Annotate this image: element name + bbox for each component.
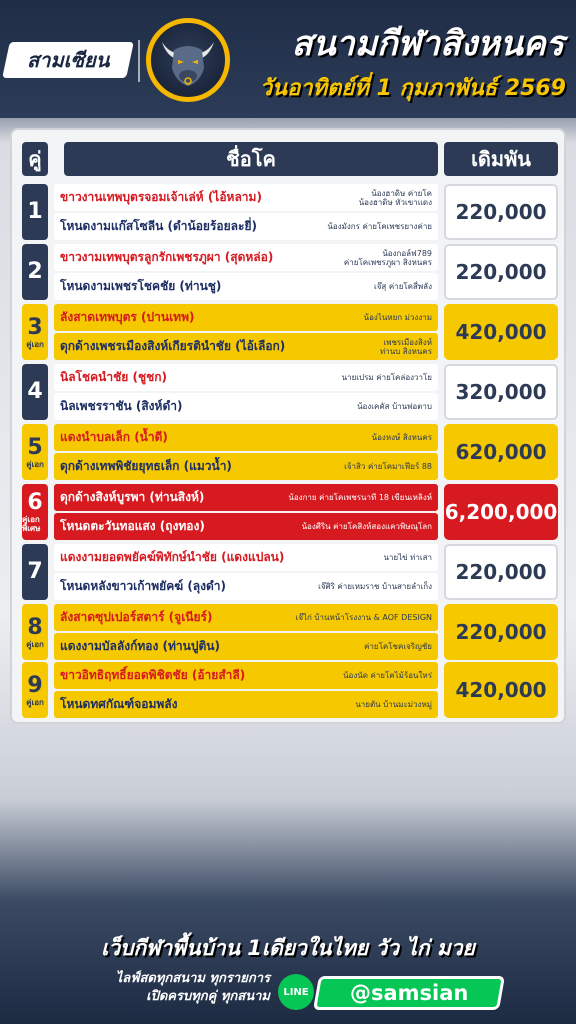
contestant-top — [54, 544, 438, 571]
bet-amount: 220,000 — [444, 184, 558, 240]
page-title: สนามกีฬาสิงหนคร — [291, 24, 564, 64]
table-row — [22, 662, 558, 718]
bull-name-red-corner: แดงนำบลเล็ก (น้ำดี) — [60, 430, 168, 444]
bull-name-red-corner: ดุกด้างสิงห์บูรพา (ท่านสิงห์) — [60, 490, 205, 504]
line-app-icon[interactable]: LINE — [278, 974, 314, 1010]
pair-number — [22, 304, 48, 360]
bull-name-red-corner: ขาวอิทธิฤทธิ์ยอดพิชิตชัย (อ้ายสำลี) — [60, 668, 246, 682]
bet-amount: 320,000 — [444, 364, 558, 420]
footer-line1: ไลฟ์สดทุกสนาม ทุกรายการ — [115, 971, 270, 986]
line-id-label: @samsian — [349, 981, 469, 1005]
bull-name-blue-corner: ดุกด้างเทพพิชัยยุทธเล็ก (แมวน้ำ) — [60, 459, 232, 473]
pair-number-value: 8 — [27, 614, 43, 640]
footer-text — [70, 970, 270, 1006]
owner-camp: เจ๊ศิริ ค่ายเหมราช บ้านสายลำเก็ง — [318, 582, 432, 591]
bet-amount: 220,000 — [444, 544, 558, 600]
contestants — [54, 364, 438, 420]
contestant-bottom — [54, 633, 438, 660]
contestant-bottom — [54, 513, 438, 540]
pair-label: คู่เอก — [26, 697, 44, 707]
contestant-top — [54, 184, 438, 211]
bet-amount: 420,000 — [444, 304, 558, 360]
bet-amount: 220,000 — [444, 244, 558, 300]
contestants — [54, 184, 438, 240]
owner-camp: น้องหงษ์ สิงหนคร — [371, 433, 432, 442]
pair-number — [22, 244, 48, 300]
table-row — [22, 244, 558, 300]
brand-logo — [2, 42, 134, 78]
column-header-pair: คู่ — [22, 142, 48, 176]
contestant-top — [54, 424, 438, 451]
pair-number — [22, 184, 48, 240]
pair-number — [22, 364, 48, 420]
header — [0, 0, 576, 118]
pair-label: คู่เอก — [26, 339, 44, 349]
contestant-bottom — [54, 691, 438, 718]
contestant-top — [54, 604, 438, 631]
table-row — [22, 484, 558, 540]
bull-name-blue-corner: โหนดงามแก๊สโซลีน (ดำน้อยร้อยละยี่) — [60, 219, 257, 233]
contestant-bottom — [54, 213, 438, 240]
table-row — [22, 604, 558, 660]
bull-name-blue-corner: โหนดทศกัณฑ์จอมพลัง — [60, 697, 178, 711]
owner-camp: เจ้าสิว ค่ายโคมาเฟียร์ 88 — [344, 462, 432, 471]
pair-number — [22, 604, 48, 660]
event-date: วันอาทิตย์ที่ 1 กุมภาพันธ์ 2569 — [259, 76, 566, 101]
table-row — [22, 364, 558, 420]
table-row — [22, 424, 558, 480]
bull-name-red-corner: นิลโชคนำชัย (ชูชก) — [60, 370, 167, 384]
pair-label: คู่เอก — [26, 459, 44, 469]
bet-amount: 220,000 — [444, 604, 558, 660]
bull-name-red-corner: ลังสาดซุปเปอร์สตาร์ (จูเนียร์) — [60, 610, 213, 624]
pair-number-value: 1 — [27, 199, 43, 224]
contestant-bottom — [54, 273, 438, 300]
table-row — [22, 304, 558, 360]
contestant-bottom — [54, 393, 438, 420]
contestants — [54, 484, 438, 540]
owner-camp: น้องนัด ค่ายโคไม้ร้อนใหร่ — [343, 671, 432, 680]
pair-number — [22, 544, 48, 600]
contestant-top — [54, 662, 438, 689]
pair-number-value: 2 — [27, 259, 43, 284]
bull-name-red-corner: ขาวงามเทพบุตรลูกรักเพชรภูผา (สุดหล่อ) — [60, 250, 274, 264]
bull-name-red-corner: ขาวงานเทพบุตรจอมเจ้าเล่ห์ (ไอ้หลาม) — [60, 190, 262, 204]
contestants — [54, 424, 438, 480]
bull-name-blue-corner: โหนดตะวันทอแสง (ถุงทอง) — [60, 519, 205, 533]
table-row — [22, 544, 558, 600]
owner-camp: นายไข่ ท่าเสา — [383, 553, 432, 562]
owner-camp: น้องเคคัส บ้านพ่อตาบ — [357, 402, 432, 411]
contestants — [54, 544, 438, 600]
footer-headline: เว็บกีฬาพื้นบ้าน 1เดียวในไทย วัว ไก่ มวย — [101, 936, 475, 960]
column-header-name: ชื่อโค — [64, 142, 438, 176]
match-table — [10, 128, 566, 724]
divider — [138, 40, 140, 82]
bet-amount: 620,000 — [444, 424, 558, 480]
contestants — [54, 662, 438, 718]
brand-name: สามเซียน — [26, 48, 110, 72]
pair-number-value: 5 — [27, 434, 43, 460]
bull-name-blue-corner: แดงงามบัลลังก์ทอง (ท่านปูติน) — [60, 639, 220, 653]
pair-number — [22, 484, 48, 540]
contestant-bottom — [54, 453, 438, 480]
contestant-bottom — [54, 333, 438, 360]
bull-logo-icon — [146, 18, 230, 102]
bull-name-blue-corner: โหนดงามเพชรโชคชัย (ท่านชู) — [60, 279, 222, 293]
pair-number-value: 7 — [27, 559, 43, 584]
bet-amount: 420,000 — [444, 662, 558, 718]
pair-number — [22, 662, 48, 718]
pair-number-value: 4 — [27, 379, 43, 404]
bull-name-blue-corner: ดุกด้างเพชรเมืองสิงห์เกียรตินำชัย (ไอ้เลือก) — [60, 339, 286, 353]
contestants — [54, 244, 438, 300]
owner-camp: น้องมังกร ค่ายโคเพชรยางค่าย — [327, 222, 432, 231]
owner-camp: เจ๊สุ ค่ายโคสี่พลัง — [374, 282, 432, 291]
pair-label: คู่เอกพิเศษ — [22, 515, 41, 533]
contestant-top — [54, 364, 438, 391]
table-row — [22, 184, 558, 240]
bull-name-red-corner: แดงงามยอดพยัคฆ์พิทักษ์นำชัย (แดงแปลน) — [60, 550, 285, 564]
line-id-button[interactable] — [313, 976, 505, 1010]
bet-amount: 6,200,000 — [444, 484, 558, 540]
pair-number-value: 3 — [27, 314, 43, 340]
contestant-top — [54, 244, 438, 271]
bull-name-blue-corner: โหนดหลังขาวเก้าพยัคฆ์ (ลุงดำ) — [60, 579, 227, 593]
bull-name-blue-corner: นิลเพชรราชัน (สิงห์ดำ) — [60, 399, 183, 413]
owner-camp: นายตัน บ้านมะม่วงหมู่ — [355, 700, 432, 709]
contestant-top — [54, 304, 438, 331]
owner-camp: น้องไนหยก ม่วงงาม — [363, 313, 432, 322]
contestant-bottom — [54, 573, 438, 600]
owner-camp: น้องฮาดิษ ค่ายโค น้องฮาดิษ หัวเขาแดง — [358, 188, 432, 207]
contestants — [54, 304, 438, 360]
owner-camp: น้องกาย ค่ายโคเพชรนาที 18 เขียนเหลิงห์ — [288, 493, 432, 502]
pair-number-value: 6 — [27, 490, 43, 515]
pair-label: คู่เอก — [26, 639, 44, 649]
pair-number — [22, 424, 48, 480]
owner-camp: เพชรเมืองสิงห์ ท่านบ สิงหนคร — [379, 337, 432, 356]
bull-name-red-corner: ลังสาดเทพบุตร (ปานเทพ) — [60, 310, 195, 324]
owner-camp: ค่ายโคโชคเจริญชัย — [364, 642, 432, 651]
pair-number-value: 9 — [27, 672, 43, 698]
footer-line2: เปิดครบทุกคู่ ทุกสนาม — [146, 989, 270, 1004]
owner-camp: เจ๊ไก่ บ้านหน้าโรงงาน & AOF DESIGN — [295, 613, 432, 622]
column-header-bet: เดิมพัน — [444, 142, 558, 176]
contestants — [54, 604, 438, 660]
owner-camp: นายเปรม ค่ายโคล่องวาโย — [341, 373, 432, 382]
owner-camp: น้องศีริน ค่ายโคสิงห์สองแควพิษณุโลก — [301, 522, 432, 531]
owner-camp: น้องกอล์ฟ789 ค่ายโคเพชรภูผา สิงหนคร — [343, 248, 432, 267]
contestant-top — [54, 484, 438, 511]
